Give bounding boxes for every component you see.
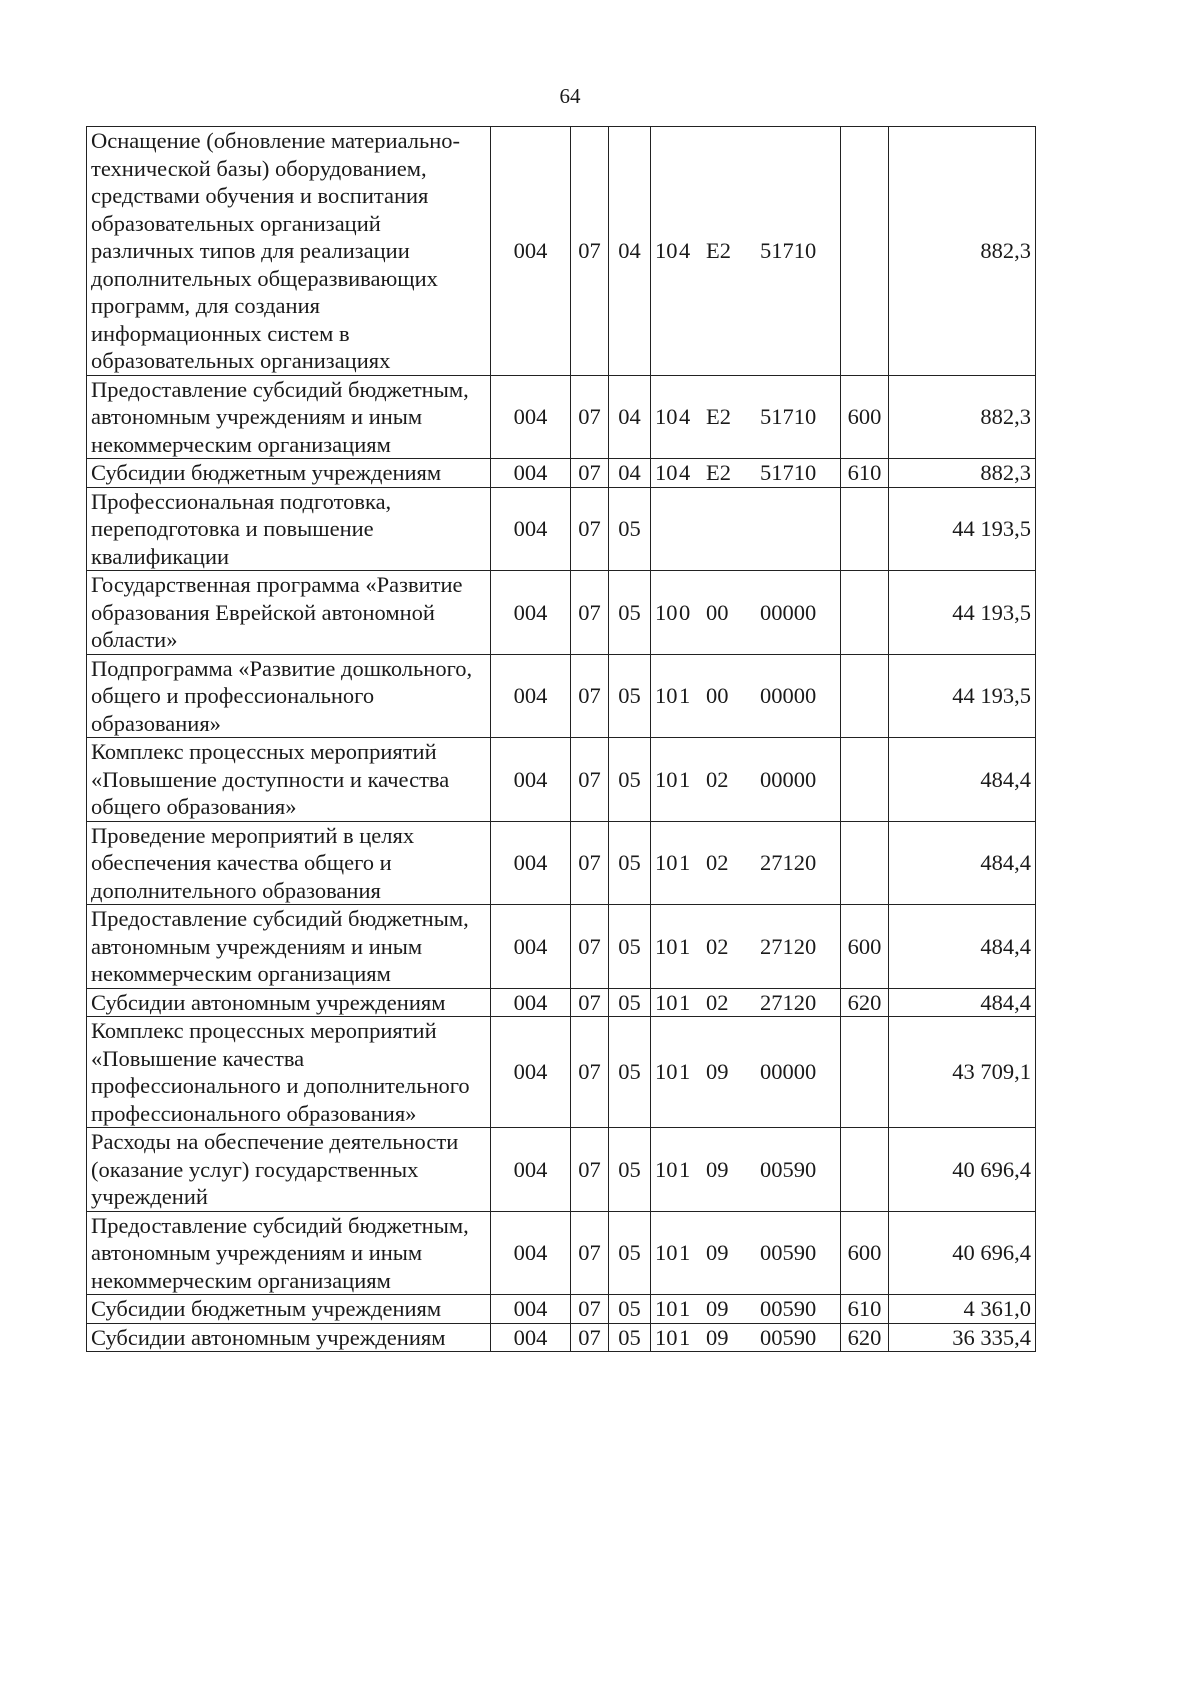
amount-cell: 882,3 (889, 127, 1036, 376)
target-article-part: 02 (706, 989, 729, 1015)
expense-name-cell: Субсидии бюджетным учреждениям (87, 459, 491, 488)
subsection-code-cell: 05 (609, 821, 651, 905)
subsection-code-cell: 04 (609, 375, 651, 459)
ministry-code-cell: 004 (491, 738, 571, 822)
amount-cell: 44 193,5 (889, 654, 1036, 738)
target-article-cell (651, 1211, 841, 1295)
amount-cell: 43 709,1 (889, 1017, 1036, 1128)
budget-table (86, 126, 1036, 1352)
target-article-part: 09 (706, 1296, 729, 1321)
amount-cell: 484,4 (889, 738, 1036, 822)
target-article-cell (651, 1017, 841, 1128)
expense-type-cell (841, 487, 889, 571)
target-article-part: 09 (706, 1059, 729, 1085)
table-row (87, 1017, 1036, 1128)
table-row (87, 1295, 1036, 1324)
target-article-part: 10 (655, 1156, 678, 1182)
target-article-part: 1 (679, 1240, 691, 1265)
table-row (87, 571, 1036, 655)
target-article-part: 02 (706, 933, 729, 959)
target-article-part: 00000 (760, 766, 817, 792)
expense-name-cell: Субсидии бюджетным учреждениям (87, 1295, 491, 1324)
table-body (87, 127, 1036, 1352)
expense-type-cell (841, 654, 889, 738)
section-code-cell: 07 (571, 905, 609, 989)
ministry-code-cell: 004 (491, 1211, 571, 1295)
expense-type-cell (841, 738, 889, 822)
ministry-code-cell: 004 (491, 988, 571, 1017)
subsection-code-cell: 05 (609, 1323, 651, 1352)
section-code-cell: 07 (571, 459, 609, 488)
page-number: 64 (559, 84, 581, 108)
target-article-part: 10 (655, 850, 678, 875)
target-article-part: 10 (655, 1059, 678, 1085)
section-code-cell: 07 (571, 127, 609, 376)
table-row (87, 821, 1036, 905)
target-article-part: 10 (655, 933, 678, 959)
subsection-code-cell: 05 (609, 571, 651, 655)
target-article-part: 10 (655, 1324, 678, 1350)
target-article-part: 4 (679, 460, 691, 485)
expense-type-cell (841, 1128, 889, 1212)
target-article-cell (651, 905, 841, 989)
target-article-cell (651, 459, 841, 488)
subsection-code-cell: 05 (609, 1017, 651, 1128)
table-row (87, 988, 1036, 1017)
ministry-code-cell: 004 (491, 654, 571, 738)
target-article-part: 4 (679, 238, 691, 263)
section-code-cell: 07 (571, 988, 609, 1017)
target-article-part: 10 (655, 599, 678, 625)
ministry-code-cell: 004 (491, 1017, 571, 1128)
table-row (87, 905, 1036, 989)
target-article-part: 27120 (760, 850, 817, 875)
expense-type-cell (841, 1017, 889, 1128)
target-article-part: 51710 (760, 238, 817, 263)
target-article-cell (651, 738, 841, 822)
expense-type-cell: 600 (841, 905, 889, 989)
ministry-code-cell: 004 (491, 571, 571, 655)
target-article-part: 4 (679, 404, 691, 429)
section-code-cell: 07 (571, 1295, 609, 1324)
table-row (87, 738, 1036, 822)
target-article-part: E2 (706, 460, 731, 485)
expense-name-cell: Предоставление субсидий бюджетным, автономным учреждениям и иным некоммерческим организациям (87, 1211, 491, 1295)
target-article-part: 1 (679, 1324, 691, 1350)
amount-cell: 484,4 (889, 905, 1036, 989)
amount-cell: 4 361,0 (889, 1295, 1036, 1324)
amount-cell: 882,3 (889, 375, 1036, 459)
ministry-code-cell: 004 (491, 1323, 571, 1352)
target-article-cell (651, 654, 841, 738)
target-article-part: 1 (679, 989, 691, 1015)
ministry-code-cell: 004 (491, 905, 571, 989)
subsection-code-cell: 05 (609, 1211, 651, 1295)
table-row (87, 487, 1036, 571)
section-code-cell: 07 (571, 654, 609, 738)
target-article-part: 51710 (760, 404, 817, 429)
ministry-code-cell: 004 (491, 821, 571, 905)
ministry-code-cell: 004 (491, 1295, 571, 1324)
target-article-part: 00 (706, 683, 729, 708)
target-article-part: 1 (679, 1156, 691, 1182)
expense-name-cell: Субсидии автономным учреждениям (87, 988, 491, 1017)
table-row (87, 127, 1036, 376)
target-article-part: E2 (706, 238, 731, 263)
target-article-part: 10 (655, 766, 678, 792)
section-code-cell: 07 (571, 1017, 609, 1128)
amount-cell: 40 696,4 (889, 1211, 1036, 1295)
section-code-cell: 07 (571, 738, 609, 822)
expense-type-cell (841, 571, 889, 655)
target-article-part: 00590 (760, 1324, 817, 1350)
target-article-part: 00000 (760, 1059, 817, 1085)
target-article-cell (651, 127, 841, 376)
expense-type-cell: 610 (841, 459, 889, 488)
section-code-cell: 07 (571, 487, 609, 571)
target-article-cell (651, 571, 841, 655)
expense-name-cell: Подпрограмма «Развитие дошкольного, общего и профессионального образования» (87, 654, 491, 738)
amount-cell: 484,4 (889, 821, 1036, 905)
target-article-part: 10 (655, 1296, 678, 1321)
target-article-part: 0 (679, 599, 691, 625)
target-article-part: 09 (706, 1156, 729, 1182)
ministry-code-cell: 004 (491, 459, 571, 488)
ministry-code-cell: 004 (491, 487, 571, 571)
target-article-part: 09 (706, 1240, 729, 1265)
target-article-cell (651, 988, 841, 1017)
target-article-part: 1 (679, 766, 691, 792)
expense-name-cell: Государственная программа «Развитие образования Еврейской автономной области» (87, 571, 491, 655)
expense-name-cell: Предоставление субсидий бюджетным, автономным учреждениям и иным некоммерческим организациям (87, 905, 491, 989)
ministry-code-cell: 004 (491, 127, 571, 376)
table-row (87, 1128, 1036, 1212)
table-row (87, 1211, 1036, 1295)
target-article-cell (651, 487, 841, 571)
subsection-code-cell: 05 (609, 1128, 651, 1212)
target-article-part: 10 (655, 404, 678, 429)
amount-cell: 882,3 (889, 459, 1036, 488)
target-article-part: 10 (655, 238, 678, 263)
expense-name-cell: Субсидии автономным учреждениям (87, 1323, 491, 1352)
subsection-code-cell: 05 (609, 487, 651, 571)
amount-cell: 36 335,4 (889, 1323, 1036, 1352)
target-article-part: 10 (655, 1240, 678, 1265)
target-article-cell (651, 1323, 841, 1352)
expense-type-cell (841, 127, 889, 376)
subsection-code-cell: 05 (609, 988, 651, 1017)
amount-cell: 40 696,4 (889, 1128, 1036, 1212)
ministry-code-cell: 004 (491, 1128, 571, 1212)
target-article-part: 1 (679, 850, 691, 875)
target-article-part: 1 (679, 1296, 691, 1321)
target-article-part: 00 (706, 599, 729, 625)
expense-name-cell: Профессиональная подготовка, переподготовка и повышение квалификации (87, 487, 491, 571)
target-article-part: 02 (706, 850, 729, 875)
section-code-cell: 07 (571, 571, 609, 655)
target-article-part: 1 (679, 1059, 691, 1085)
expense-type-cell: 620 (841, 1323, 889, 1352)
subsection-code-cell: 05 (609, 1295, 651, 1324)
target-article-cell (651, 1295, 841, 1324)
expense-name-cell: Проведение мероприятий в целях обеспечения качества общего и дополнительного образования (87, 821, 491, 905)
expense-name-cell: Оснащение (обновление материально-технической базы) оборудованием, средствами обучения и воспитания образовательных организаций различных типов для реализации дополнительных общеразвивающих программ, для создания информационных систем в образовательных организациях (87, 127, 491, 376)
section-code-cell: 07 (571, 375, 609, 459)
target-article-part: 02 (706, 766, 729, 792)
table-row (87, 375, 1036, 459)
target-article-part: 1 (679, 683, 691, 708)
target-article-part: 00590 (760, 1240, 817, 1265)
target-article-part: 09 (706, 1324, 729, 1350)
expense-type-cell: 620 (841, 988, 889, 1017)
subsection-code-cell: 05 (609, 738, 651, 822)
expense-name-cell: Комплекс процессных мероприятий «Повышение доступности и качества общего образования» (87, 738, 491, 822)
target-article-part: 27120 (760, 933, 817, 959)
table-row (87, 1323, 1036, 1352)
target-article-part: 1 (679, 933, 691, 959)
expense-name-cell: Комплекс процессных мероприятий «Повышение качества профессионального и дополнительного профессионального образования» (87, 1017, 491, 1128)
target-article-part: 10 (655, 989, 678, 1015)
table-row (87, 654, 1036, 738)
subsection-code-cell: 05 (609, 905, 651, 989)
subsection-code-cell: 05 (609, 654, 651, 738)
target-article-part: 27120 (760, 989, 817, 1015)
table-row (87, 459, 1036, 488)
expense-type-cell: 600 (841, 375, 889, 459)
target-article-part: 10 (655, 683, 678, 708)
target-article-part: 00000 (760, 599, 817, 625)
section-code-cell: 07 (571, 1323, 609, 1352)
amount-cell: 44 193,5 (889, 487, 1036, 571)
amount-cell: 44 193,5 (889, 571, 1036, 655)
subsection-code-cell: 04 (609, 127, 651, 376)
expense-type-cell: 610 (841, 1295, 889, 1324)
expense-type-cell (841, 821, 889, 905)
target-article-part: E2 (706, 404, 731, 429)
target-article-cell (651, 375, 841, 459)
target-article-cell (651, 821, 841, 905)
expense-type-cell: 600 (841, 1211, 889, 1295)
section-code-cell: 07 (571, 1128, 609, 1212)
target-article-part: 00590 (760, 1156, 817, 1182)
section-code-cell: 07 (571, 1211, 609, 1295)
amount-cell: 484,4 (889, 988, 1036, 1017)
expense-name-cell: Предоставление субсидий бюджетным, автономным учреждениям и иным некоммерческим организациям (87, 375, 491, 459)
expense-name-cell: Расходы на обеспечение деятельности (оказание услуг) государственных учреждений (87, 1128, 491, 1212)
section-code-cell: 07 (571, 821, 609, 905)
target-article-part: 10 (655, 460, 678, 485)
target-article-cell (651, 1128, 841, 1212)
subsection-code-cell: 04 (609, 459, 651, 488)
target-article-part: 00590 (760, 1296, 817, 1321)
target-article-part: 00000 (760, 683, 817, 708)
target-article-part: 51710 (760, 460, 817, 485)
ministry-code-cell: 004 (491, 375, 571, 459)
